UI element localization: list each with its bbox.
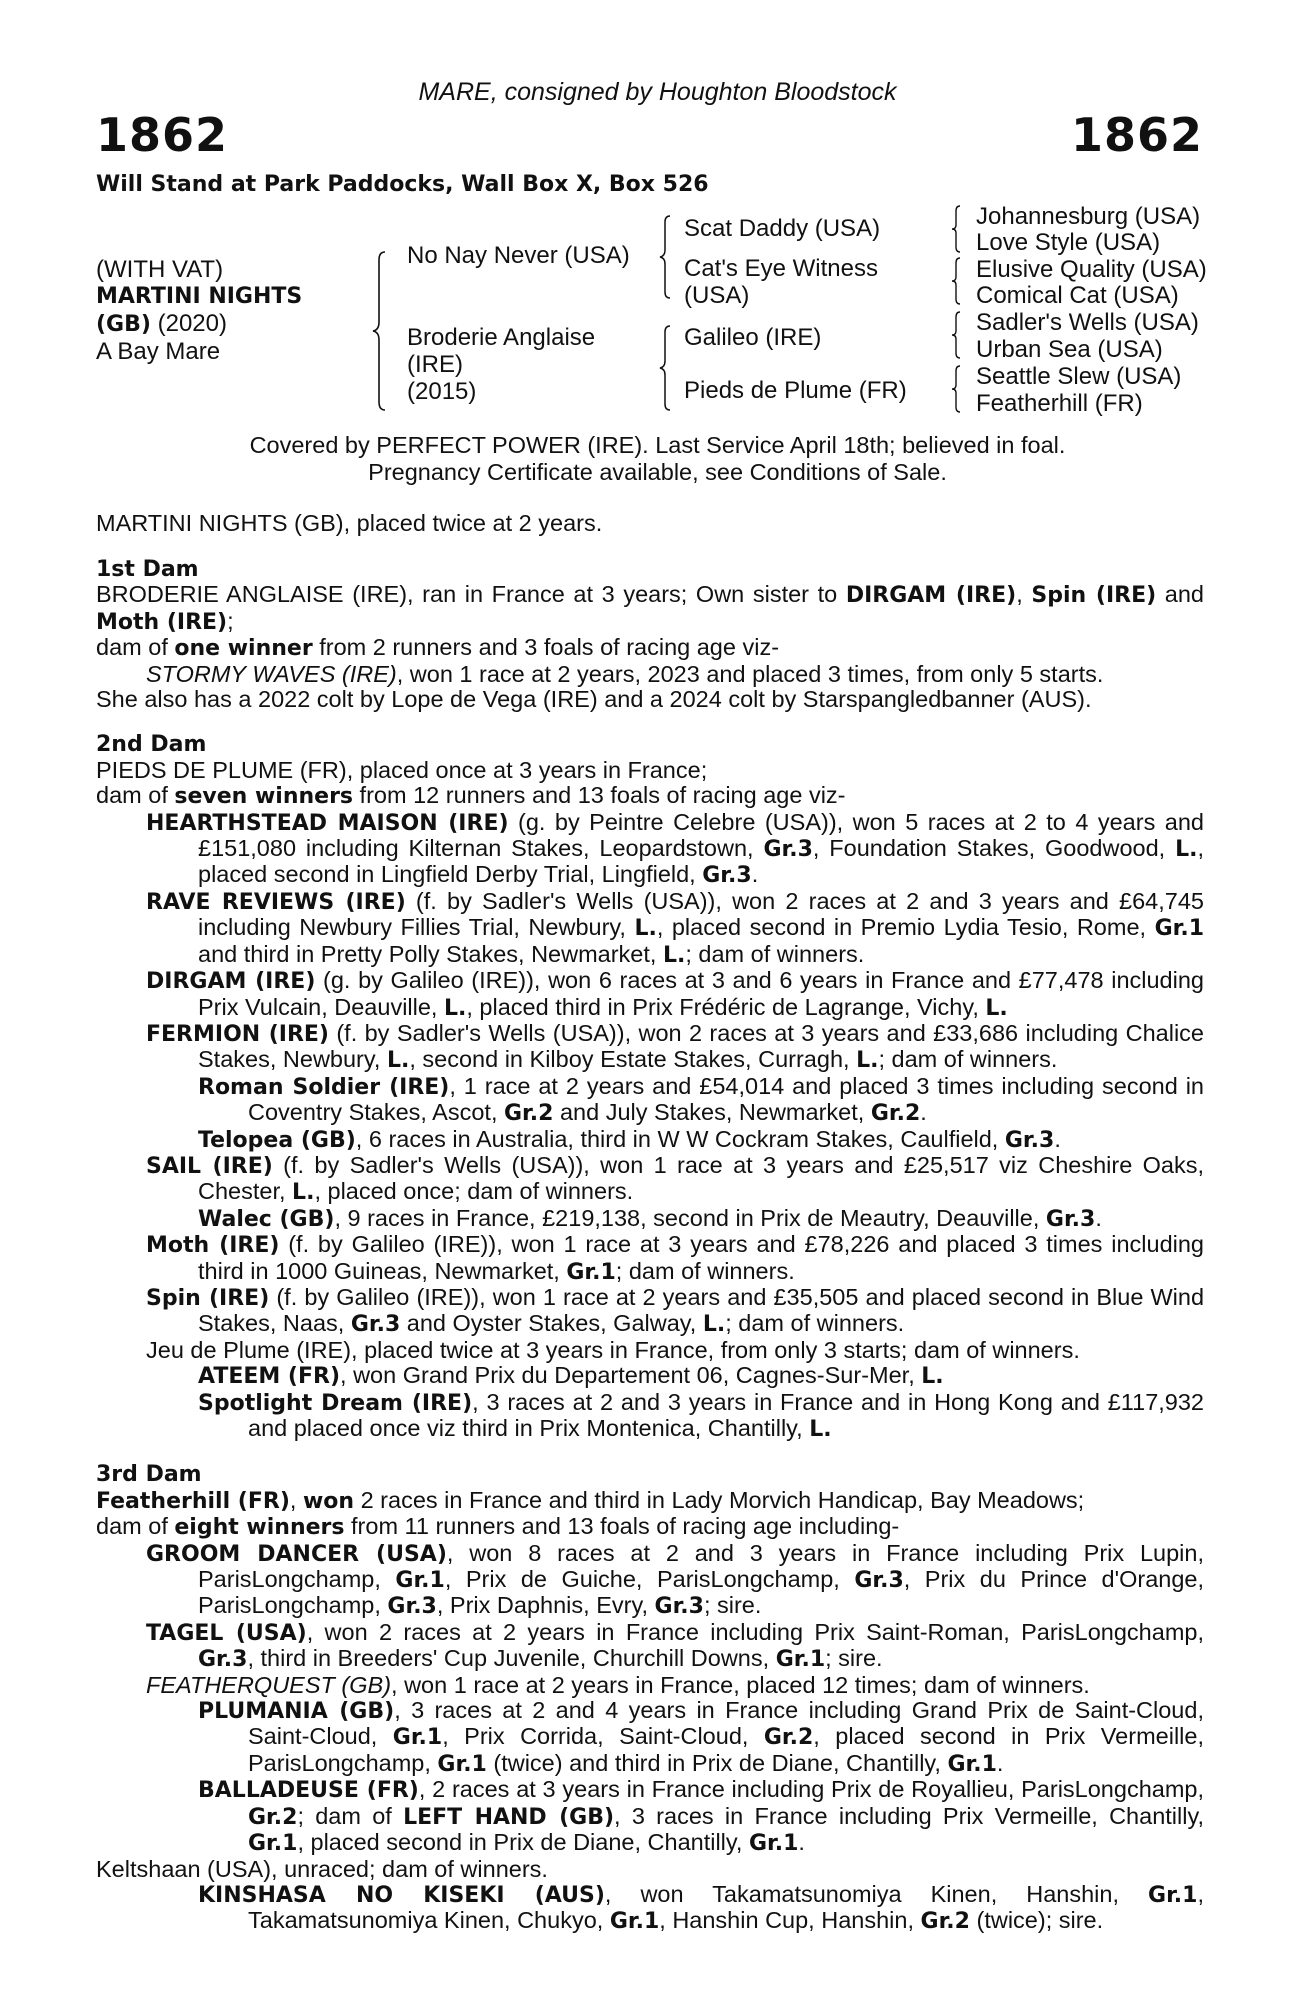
first-dam-heading: 1st Dam: [96, 557, 199, 582]
pedigree-brace-sire: [658, 214, 672, 300]
progeny-fermion: FERMION (IRE) (f. by Sadler's Wells (USA)), won 2 races at 3 years and £33,686 including Chalice Stakes, Newbury, L., second in Kilboy Estate Stakes, Curragh, L.; dam of winners.: [146, 1019, 1204, 1074]
progeny-kinshasa-no-kiseki: KINSHASA NO KISEKI (AUS), won Takamatsunomiya Kinen, Hanshin, Gr.1, Takamatsunomiya Kinen, Chukyo, Gr.1, Hanshin Cup, Hanshin, Gr.2 (twice); sire.: [198, 1880, 1204, 1935]
pedigree-dam-name: Broderie Anglaise: [407, 324, 596, 351]
progeny-keltshaan: Keltshaan (USA), unraced; dam of winners.: [96, 1855, 548, 1882]
pedigree-gen4-3: Elusive Quality (USA): [976, 256, 1207, 283]
progeny-plumania: PLUMANIA (GB), 3 races at 2 and 4 years in France including Grand Prix de Saint-Cloud, Saint-Cloud, Gr.1, Prix Corrida, Saint-Cloud, Gr.2, placed second in Prix Vermeille, ParisLongchamp, Gr.1 (twice) and third in Prix de Diane, Chantilly, Gr.1.: [198, 1697, 1204, 1777]
pedigree-sire-dam: [684, 255, 878, 309]
pedigree-gen4-4: Comical Cat (USA): [976, 282, 1179, 309]
first-dam-produce: dam of one winner from 2 runners and 3 foals of racing age viz-: [96, 634, 780, 662]
third-dam-heading: 3rd Dam: [96, 1462, 202, 1488]
third-dam-entry: Featherhill (FR), won 2 races in France and third in Lady Morvich Handicap, Bay Meadows;: [96, 1486, 1085, 1514]
horse-country-year: [96, 310, 302, 338]
pedigree-gen4-7: Seattle Slew (USA): [976, 363, 1182, 390]
pedigree-dam: [407, 324, 595, 405]
progeny-rave-reviews: RAVE REVIEWS (IRE) (f. by Sadler's Wells (USA)), won 2 races at 2 and 3 years and £64,745 including Newbury Fillies Trial, Newbury, L., placed second in Premio Lydia Tesio, Rome, Gr.1 and third in Pretty Polly Stakes, Newmarket, L.; dam of winners.: [146, 887, 1204, 968]
covered-line-1: Covered by PERFECT POWER (IRE). Last Service April 18th; believed in foal.: [249, 432, 1066, 458]
consignor-line: MARE, consigned by Houghton Bloodstock: [418, 78, 897, 106]
lot-number-left: 1862: [96, 108, 229, 162]
second-dam-entry: PIEDS DE PLUME (FR), placed once at 3 years in France;: [96, 756, 708, 783]
horse-description: A Bay Mare: [96, 338, 221, 365]
pedigree-gen4-1: Johannesburg (USA): [976, 203, 1201, 230]
pedigree-brace-dam: [658, 324, 672, 412]
progeny-roman-soldier: Roman Soldier (IRE), 1 race at 2 years and £54,014 and placed 3 times including second in Coventry Stakes, Ascot, Gr.2 and July Stakes, Newmarket, Gr.2.: [198, 1072, 1204, 1127]
pedigree-dam-dam: Pieds de Plume (FR): [684, 377, 907, 404]
third-dam-produce: dam of eight winners from 11 runners and 13 foals of racing age including-: [96, 1513, 900, 1541]
dam-sections: [96, 557, 1204, 1935]
progeny-walec: Walec (GB), 9 races in France, £219,138, second in Prix de Meautry, Deauville, Gr.3.: [198, 1204, 1102, 1232]
pedigree-gen4-8: Featherhill (FR): [976, 390, 1143, 417]
progeny-jeu-de-plume: Jeu de Plume (IRE), placed twice at 3 years in France, from only 3 starts; dam of winners.: [146, 1336, 1080, 1363]
progeny-sail: SAIL (IRE) (f. by Sadler's Wells (USA)), won 1 race at 3 years and £25,517 viz Cheshire Oaks, Chester, L., placed once; dam of winners.: [146, 1151, 1204, 1206]
second-dam-produce: dam of seven winners from 12 runners and 13 foals of racing age viz-: [96, 782, 846, 810]
progeny-spin: Spin (IRE) (f. by Galileo (IRE)), won 1 race at 2 years and £35,505 and placed second in Blue Wind Stakes, Naas, Gr.3 and Oyster Stakes, Galway, L.; dam of winners.: [146, 1283, 1205, 1338]
pedigree-sire-sire: Scat Daddy (USA): [684, 215, 881, 242]
first-dam-progeny: STORMY WAVES (IRE), won 1 race at 2 years, 2023 and placed 3 times, from only 5 starts.: [146, 660, 1104, 687]
first-dam-also: She also has a 2022 colt by Lope de Vega (IRE) and a 2024 colt by Starspangledbanner (AUS).: [96, 686, 1092, 713]
second-dam-heading: 2nd Dam: [96, 732, 207, 758]
stand-location: Will Stand at Park Paddocks, Wall Box X, Box 526: [96, 172, 709, 197]
progeny-spotlight-dream: Spotlight Dream (IRE), 3 races at 2 and 3 years in France and in Hong Kong and £117,932 and placed once viz third in Prix Montenica, Chantilly, L.: [198, 1388, 1204, 1442]
vat-label: (WITH VAT): [96, 256, 224, 283]
pedigree-brace-main: [371, 250, 387, 412]
progeny-tagel: TAGEL (USA), won 2 races at 2 years in France including Prix Saint-Roman, ParisLongchamp, Gr.3, third in Breeders' Cup Juvenile, Churchill Downs, Gr.1; sire.: [146, 1618, 1204, 1673]
pedigree-brace-gen4-4: [950, 364, 962, 414]
lot-number-right: 1862: [1070, 108, 1203, 162]
horse-year: (2020): [157, 310, 227, 337]
horse-country: (GB): [96, 312, 151, 337]
progeny-telopea: Telopea (GB), 6 races in Australia, third in W W Cockram Stakes, Caulfield, Gr.3.: [198, 1125, 1061, 1153]
pedigree-sire: No Nay Never (USA): [407, 242, 630, 269]
pedigree-gen4-2: Love Style (USA): [976, 229, 1161, 256]
pedigree-dam-year: (2015): [407, 378, 477, 405]
progeny-moth: Moth (IRE) (f. by Galileo (IRE)), won 1 race at 3 years and £78,226 and placed 3 times including third in 1000 Guineas, Newmarket, Gr.1; dam of winners.: [146, 1231, 1204, 1285]
first-dam-entry: BRODERIE ANGLAISE (IRE), ran in France at 3 years; Own sister to DIRGAM (IRE), Spin (IRE) and Moth (IRE);: [96, 581, 1204, 635]
progeny-balladeuse: BALLADEUSE (FR), 2 races at 3 years in France including Prix de Royallieu, ParisLongchamp, Gr.2; dam of LEFT HAND (GB), 3 races in France including Prix Vermeille, Chantilly, Gr.1, placed second in Prix de Diane, Chantilly, Gr.1.: [198, 1776, 1205, 1857]
progeny-groom-dancer: GROOM DANCER (USA), won 8 races at 2 and 3 years in France including Prix Lupin, ParisLongchamp, Gr.1, Prix de Guiche, ParisLongchamp, Gr.3, Prix du Prince d'Orange, ParisLongchamp, Gr.3, Prix Daphnis, Evry, Gr.3; sire.: [146, 1539, 1204, 1620]
horse-name: MARTINI NIGHTS: [96, 284, 303, 309]
covered-note: [0, 432, 1315, 486]
pedigree-dam-country: (IRE): [407, 351, 463, 378]
progeny-hearthstead-maison: HEARTHSTEAD MAISON (IRE) (g. by Peintre Celebre (USA)), won 5 races at 2 to 4 years and £151,080 including Kilternan Stakes, Leopardstown, Gr.3, Foundation Stakes, Goodwood, L., placed second in Lingfield Derby Trial, Lingfield, Gr.3.: [146, 808, 1205, 889]
pedigree-brace-gen4-2: [950, 256, 962, 306]
progeny-dirgam: DIRGAM (IRE) (g. by Galileo (IRE)), won 6 races at 3 and 6 years in France and £77,478 including Prix Vulcain, Deauville, L., placed third in Prix Frédéric de Lagrange, Vichy, L.: [146, 967, 1204, 1021]
pedigree-dam-sire: Galileo (IRE): [684, 324, 822, 351]
pedigree-sire-dam-name: Cat's Eye Witness: [684, 255, 878, 282]
covered-line-2: Pregnancy Certificate available, see Conditions of Sale.: [368, 459, 947, 485]
progeny-ateem: ATEEM (FR), won Grand Prix du Departement 06, Cagnes-Sur-Mer, L.: [198, 1362, 944, 1390]
pedigree-sire-dam-country: (USA): [684, 282, 750, 309]
horse-identity: [96, 256, 302, 365]
pedigree-gen4-5: Sadler's Wells (USA): [976, 309, 1199, 336]
progeny-featherquest: FEATHERQUEST (GB), won 1 race at 2 years in France, placed 12 times; dam of winners.: [146, 1671, 1090, 1698]
intro-line: MARTINI NIGHTS (GB), placed twice at 2 years.: [96, 510, 603, 536]
pedigree-gen4-6: Urban Sea (USA): [976, 336, 1163, 363]
pedigree-brace-gen4-3: [950, 310, 962, 360]
pedigree-brace-gen4-1: [950, 204, 962, 254]
